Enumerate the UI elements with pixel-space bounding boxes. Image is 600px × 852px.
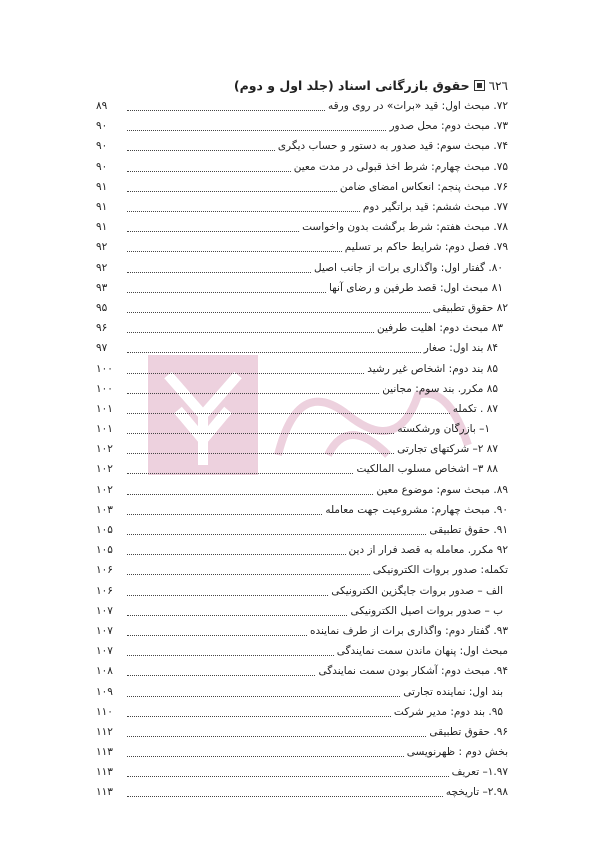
square-bullet-icon: [474, 80, 485, 91]
toc-entry-title: ۸۳ مبحث دوم: اهلیت طرفین: [376, 322, 503, 335]
toc-entry-page: ۱۰۲: [96, 483, 113, 496]
toc-entry-title: ۸۲ حقوق تطبیقی: [432, 301, 508, 314]
toc-entry: [96, 157, 508, 177]
toc-entry-title: ۷۷. مبحث ششم: قید براتگیر دوم: [362, 201, 508, 214]
toc-entry-title: ۷۲. مبحث اول: قید «برات» در روی ورقه: [328, 100, 508, 113]
toc-entry-page: ۱۱۳: [96, 746, 113, 759]
toc-entry-page: ۱۱۳: [96, 766, 113, 779]
dot-leader: [127, 101, 325, 111]
dot-leader: [127, 121, 386, 131]
toc-entry: [96, 379, 508, 399]
dot-leader: [127, 202, 360, 212]
toc-entry-title: ۹۰. مبحث چهارم: مشروعیت جهت معامله: [325, 503, 508, 516]
toc-entry: [96, 399, 508, 419]
toc-entry: [96, 500, 508, 520]
toc-entry-title: بخش دوم : ظهرنویسی: [406, 746, 508, 759]
toc-entry-title: ۷۵. مبحث چهارم: شرط اخذ قبولی در مدت معین: [293, 160, 508, 173]
toc-entry-page: ۹۷: [96, 342, 108, 355]
toc-entry: [96, 136, 508, 156]
dot-leader: [127, 424, 394, 434]
dot-leader: [127, 182, 337, 192]
toc-entry-page: ۱۰۱: [96, 423, 113, 436]
toc-entry: [96, 560, 508, 580]
dot-leader: [127, 141, 275, 151]
toc-entry: [96, 439, 508, 459]
toc-entry-title: ۸۵ مکرر. بند سوم: مجانین: [382, 382, 498, 395]
toc-entry-page: ۱۰۰: [96, 382, 113, 395]
toc-entry-title: ۱– بازرگان ورشکسته: [397, 423, 490, 436]
dot-leader: [127, 464, 353, 474]
toc-entry-title: ۸۸ ۳– اشخاص مسلوب المالکیت: [356, 463, 498, 476]
toc-entry: [96, 318, 508, 338]
toc-entry: [96, 520, 508, 540]
dot-leader: [127, 787, 443, 797]
toc-entry-title: مبحث اول: پنهان ماندن سمت نمایندگی: [336, 645, 508, 658]
toc-entry: [96, 197, 508, 217]
dot-leader: [127, 404, 450, 414]
toc-entry: [96, 641, 508, 661]
toc-entry-page: ۹۱: [96, 221, 108, 234]
dot-leader: [127, 646, 334, 656]
toc-entry-title: تکمله: صدور بروات الکترونیکی: [372, 564, 508, 577]
toc-entry-page: ۱۰۷: [96, 604, 113, 617]
toc-entry-title: ۹۱. حقوق تطبیقی: [429, 524, 508, 537]
toc-entry-title: ۷۶. مبحث پنجم: انعکاس امضای ضامن: [339, 180, 508, 193]
toc-entry: [96, 177, 508, 197]
toc-entry: [96, 217, 508, 237]
toc-entry-page: ۹۰: [96, 120, 108, 133]
toc-entry: [96, 702, 508, 722]
toc-entry: [96, 762, 508, 782]
dot-leader: [127, 263, 311, 273]
toc-entry-title: ۷۹. فصل دوم: شرایط حاکم بر تسلیم: [344, 241, 508, 254]
toc-entry-page: ۹۲: [96, 261, 108, 274]
toc-entry: [96, 540, 508, 560]
toc-entry-page: ۱۰۹: [96, 685, 113, 698]
toc-entry-title: ۸۴ بند اول: صغار: [423, 342, 498, 355]
toc-entry-title: ۲.۹۸– تاریخچه: [445, 786, 508, 799]
toc-entry-title: ۱.۹۷– تعریف: [451, 766, 508, 779]
toc-entry-page: ۱۰۵: [96, 544, 113, 557]
toc-entry: [96, 116, 508, 136]
toc-entry-page: ۱۱۲: [96, 725, 113, 738]
toc-entry-title: ۸۰. گفتار اول: واگذاری برات از جانب اصیل: [314, 261, 503, 274]
dot-leader: [127, 747, 404, 757]
dot-leader: [127, 222, 299, 232]
toc-entry-page: ۱۰۷: [96, 624, 113, 637]
toc-entry-page: ۹۰: [96, 160, 108, 173]
dot-leader: [127, 727, 426, 737]
toc-entry-title: ۸۷ ۲– شرکتهای تجارتی: [397, 443, 498, 456]
toc-entry: [96, 742, 508, 762]
toc-entry-page: ۱۰۱: [96, 402, 113, 415]
dot-leader: [127, 767, 449, 777]
toc-entry: [96, 459, 508, 479]
toc-entry-page: ۹۰: [96, 140, 108, 153]
toc-entry-page: ۱۱۳: [96, 786, 113, 799]
dot-leader: [127, 545, 346, 555]
toc-entry-title: ۷۳. مبحث دوم: محل صدور: [389, 120, 508, 133]
toc-entry: [96, 661, 508, 681]
page-number: ٦٢٦: [488, 78, 508, 93]
dot-leader: [127, 162, 291, 172]
toc-entry-page: ۹۶: [96, 322, 108, 335]
toc-entry: [96, 419, 508, 439]
dot-leader: [127, 666, 315, 676]
toc-entry-page: ۱۰۷: [96, 645, 113, 658]
dot-leader: [127, 384, 379, 394]
toc-entry-page: ۱۰۸: [96, 665, 113, 678]
toc-entry: [96, 338, 508, 358]
dot-leader: [127, 303, 430, 313]
toc-entry-page: ۱۰۵: [96, 524, 113, 537]
page-header: [234, 78, 508, 93]
toc-entry-page: ۱۰۲: [96, 463, 113, 476]
toc-entry-title: ۸۱ مبحث اول: قصد طرفین و رضای آنها: [328, 281, 503, 294]
dot-leader: [127, 626, 307, 636]
toc-entry-page: ۹۱: [96, 201, 108, 214]
toc-entry: [96, 298, 508, 318]
toc-entry: [96, 601, 508, 621]
toc-entry: [96, 722, 508, 742]
toc-entry-title: ۷۸. مبحث هفتم: شرط برگشت بدون واخواست: [302, 221, 508, 234]
dot-leader: [127, 343, 421, 353]
dot-leader: [127, 444, 394, 454]
toc-entry: [96, 278, 508, 298]
toc-entry-page: ۱۰۳: [96, 503, 113, 516]
toc-entry-page: ۱۰۶: [96, 584, 113, 597]
toc-entry-title: ۸۵ بند دوم: اشخاص غیر رشید: [367, 362, 498, 375]
toc-entry: [96, 782, 508, 802]
toc-entry-title: ۹۶. حقوق تطبیقی: [429, 725, 508, 738]
toc-entry-page: ۸۹: [96, 100, 108, 113]
toc-entry-title: ۸۹. مبحث سوم: موضوع معین: [376, 483, 508, 496]
toc-entry-page: ۹۵: [96, 301, 108, 314]
toc-entry: [96, 358, 508, 378]
dot-leader: [127, 565, 370, 575]
book-title: حقوق بازرگانی اسناد (جلد اول و دوم): [233, 78, 470, 93]
toc-entry-title: ۷۴. مبحث سوم: قید صدور به دستور و حساب دیگری: [277, 140, 508, 153]
toc-entry-title: ۸۷ . تکمله: [452, 402, 498, 415]
toc-entry-title: ۹۳. گفتار دوم: واگذاری برات از طرف نماینده: [309, 624, 508, 637]
toc-entry-title: ۹۲ مکرر. معامله به قصد فرار از دین: [348, 544, 508, 557]
dot-leader: [127, 283, 326, 293]
toc-entry-title: ۹۵. بند دوم: مدیر شرکت: [393, 705, 503, 718]
dot-leader: [127, 485, 373, 495]
dot-leader: [127, 505, 322, 515]
dot-leader: [127, 687, 400, 697]
dot-leader: [127, 242, 342, 252]
toc-entry-page: ۱۰۲: [96, 443, 113, 456]
toc-entry-page: ۱۰۰: [96, 362, 113, 375]
toc-entry-title: بند اول: نماینده تجارتی: [403, 685, 503, 698]
toc-entry-page: ۱۱۰: [96, 705, 113, 718]
dot-leader: [127, 525, 426, 535]
toc-entry-page: ۱۰۶: [96, 564, 113, 577]
toc-entry-title: ب – صدور بروات اصیل الکترونیکی: [350, 604, 503, 617]
toc-entry: [96, 681, 508, 701]
toc-entry-page: ۹۲: [96, 241, 108, 254]
toc-entry: [96, 480, 508, 500]
toc-entry-page: ۹۳: [96, 281, 108, 294]
toc-entry: [96, 621, 508, 641]
dot-leader: [127, 606, 347, 616]
dot-leader: [127, 586, 328, 596]
dot-leader: [127, 364, 364, 374]
table-of-contents: [96, 96, 508, 803]
toc-entry: [96, 581, 508, 601]
toc-entry-page: ۹۱: [96, 180, 108, 193]
dot-leader: [127, 323, 374, 333]
toc-entry: [96, 258, 508, 278]
dot-leader: [127, 707, 391, 717]
toc-entry: [96, 96, 508, 116]
toc-entry-title: ۹۴. مبحث دوم: آشکار بودن سمت نمایندگی: [318, 665, 508, 678]
toc-entry-title: الف – صدور بروات جایگزین الکترونیکی: [331, 584, 503, 597]
toc-entry: [96, 237, 508, 257]
